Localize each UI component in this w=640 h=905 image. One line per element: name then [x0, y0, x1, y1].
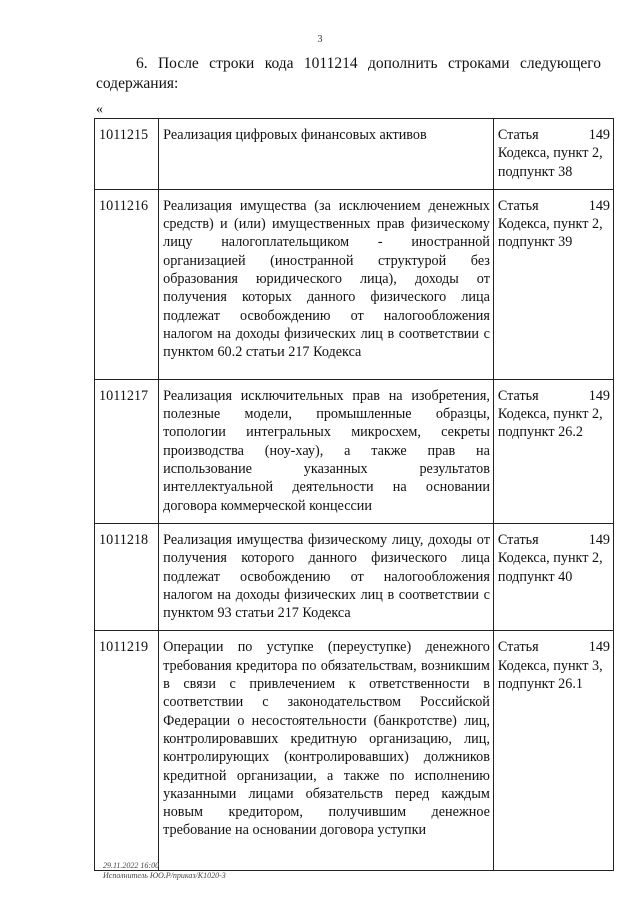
footer-file-reference: Исполнитель ЮО.Р/приказ/К1020-3	[103, 871, 226, 880]
table-row	[95, 631, 614, 871]
page-number: 3	[317, 34, 323, 45]
operation-description: Реализация цифровых финансовых активов	[159, 119, 494, 190]
table-row	[95, 189, 614, 379]
opening-quote-mark: «	[96, 102, 103, 117]
reference-article-number: 149	[588, 531, 610, 548]
reference-article-number: 149	[588, 197, 610, 214]
legal-reference	[493, 631, 613, 871]
legal-reference	[493, 379, 613, 523]
reference-article-word: Статья	[497, 531, 539, 548]
operation-code: 1011218	[95, 523, 159, 630]
operations-code-table	[94, 118, 614, 871]
reference-detail: Кодекса, пункт 2, подпункт 40	[497, 550, 603, 585]
reference-article-word: Статья	[497, 197, 539, 214]
legal-reference	[493, 119, 613, 190]
reference-detail: Кодекса, пункт 2, подпункт 38	[497, 145, 603, 180]
document-footer	[103, 861, 226, 881]
table-row	[95, 119, 614, 190]
reference-article-number: 149	[588, 639, 610, 656]
operation-code: 1011215	[95, 119, 159, 190]
operation-description: Реализация исключительных прав на изобретения, полезные модели, промышленные образцы, топологии интегральных микросхем, секреты производства (ноу-хау), а также прав на использование указанных результатов интеллектуальной деятельности на основании договора коммерческой концессии	[159, 379, 494, 523]
reference-article-word: Статья	[497, 127, 539, 143]
legal-reference	[493, 189, 613, 379]
amendment-intro: 6. После строки кода 1011214 дополнить строками следующего содержания:	[96, 55, 601, 92]
operation-code: 1011219	[95, 631, 159, 871]
table-row	[95, 523, 614, 630]
legal-reference	[493, 523, 613, 630]
reference-detail: Кодекса, пункт 2, подпункт 39	[497, 216, 603, 251]
operation-description: Реализация имущества (за исключением денежных средств) и (или) имущественных прав физическому лицу налогоплательщиком - иностранной организацией (иностранной структурой без образования юридического лица), доходы от получения которых данного физического лица подлежат освобождению от налогообложения налогом на доходы физических лиц в соответствии с пунктом 60.2 статьи 217 Кодекса	[159, 189, 494, 379]
table-row	[95, 379, 614, 523]
operation-code: 1011216	[95, 189, 159, 379]
reference-article-number: 149	[588, 387, 610, 404]
operation-code: 1011217	[95, 379, 159, 523]
reference-detail: Кодекса, пункт 3, подпункт 26.1	[497, 657, 603, 693]
reference-article-number: 149	[588, 127, 610, 143]
reference-article-word: Статья	[497, 387, 539, 404]
operation-description: Операции по уступке (переуступке) денежного требования кредитора по обязательствам, возникшим в связи с привлечением к ответственности в соответствии с законодательством Российской Федерации о несостоятельности (банкротстве) лиц, контролировавших кредитную организацию, лиц, контролирующих (контролировавших) должников кредитной организации, а также по исполнению указанными лицами обязательств перед каждым новым кредитором, получившим денежное требование на основании договора уступки	[159, 631, 494, 871]
reference-article-word: Статья	[497, 639, 539, 656]
reference-detail: Кодекса, пункт 2, подпункт 26.2	[497, 406, 603, 441]
footer-timestamp: 29.11.2022 16:00	[103, 861, 160, 870]
operation-description: Реализация имущества физическому лицу, доходы от получения которого данного физического лица подлежат освобождению от налогообложения налогом на доходы физических лиц в соответствии с пунктом 93 статьи 217 Кодекса	[159, 523, 494, 630]
